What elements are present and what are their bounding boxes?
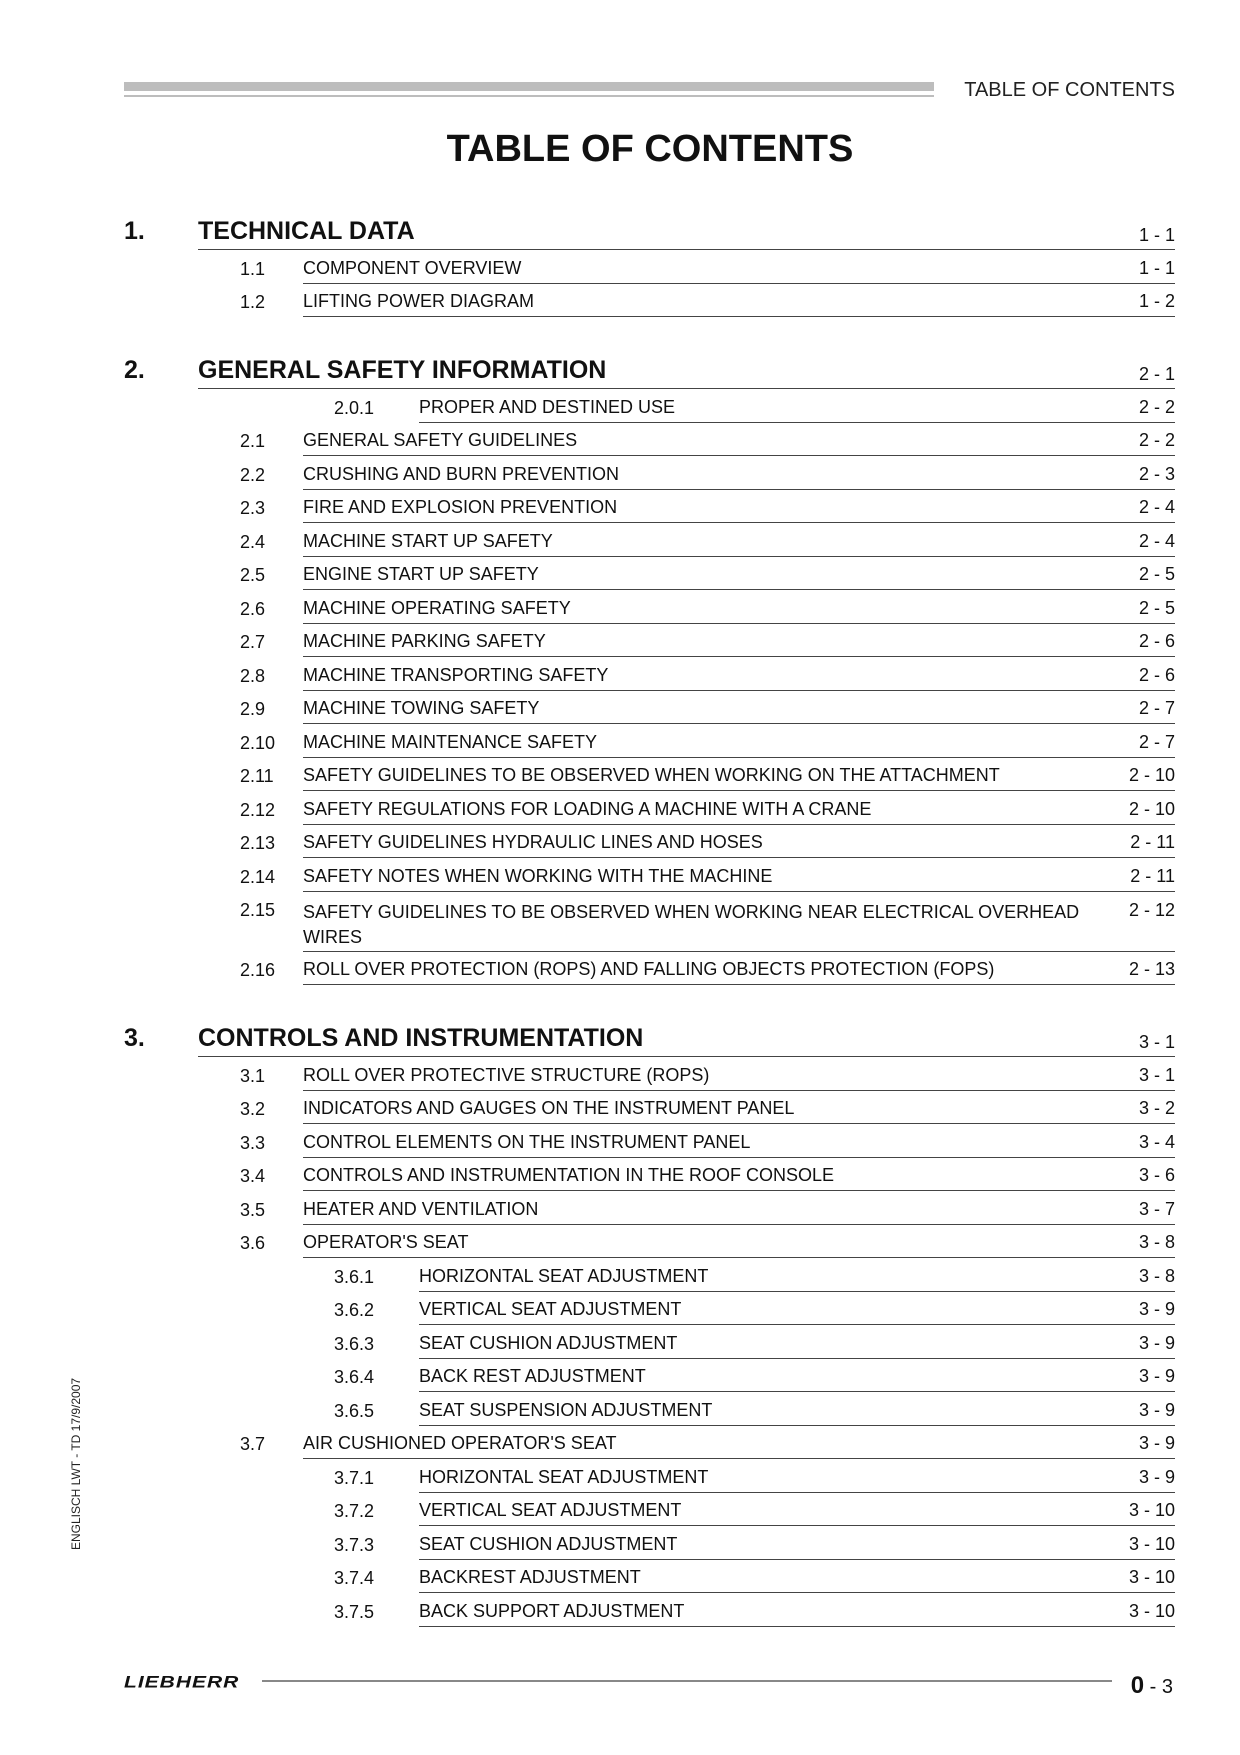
entry-rule bbox=[303, 724, 1175, 758]
liebherr-logo: LIEBHERR bbox=[124, 1673, 240, 1692]
section-number: 3. bbox=[124, 1024, 145, 1052]
entry-title: MACHINE TOWING SAFETY bbox=[303, 698, 540, 718]
entry-rule bbox=[303, 791, 1175, 825]
toc-entry[interactable] bbox=[124, 1225, 1175, 1259]
entry-page: 3 - 9 bbox=[1138, 1299, 1175, 1319]
entry-page: 3 - 10 bbox=[1128, 1567, 1175, 1587]
document-code: ENGLISCH LWT - TD 17/9/2007 bbox=[69, 1377, 83, 1550]
section-title-rule bbox=[198, 1018, 1175, 1057]
entry-rule bbox=[419, 1459, 1175, 1493]
toc-entry[interactable] bbox=[124, 758, 1175, 792]
section-page: 1 - 1 bbox=[1138, 225, 1175, 245]
entry-number: 2.13 bbox=[240, 833, 276, 853]
entry-rule bbox=[303, 1158, 1175, 1192]
toc-entry[interactable] bbox=[124, 284, 1175, 318]
running-header: TABLE OF CONTENTS bbox=[964, 79, 1175, 101]
entry-number: 2.3 bbox=[240, 498, 266, 518]
entry-title: LIFTING POWER DIAGRAM bbox=[303, 291, 535, 311]
entry-number: 1.2 bbox=[240, 292, 266, 312]
toc-entry[interactable] bbox=[124, 590, 1175, 624]
entry-number: 2.8 bbox=[240, 665, 266, 686]
entry-title: AIR CUSHIONED OPERATOR'S SEAT bbox=[303, 1433, 617, 1453]
entry-rule bbox=[303, 1426, 1175, 1460]
toc-entry[interactable] bbox=[124, 1359, 1175, 1393]
entry-rule bbox=[303, 456, 1175, 490]
entry-number: 3.4 bbox=[240, 1166, 266, 1186]
section-number: 2. bbox=[124, 356, 145, 384]
entry-title: BACK REST ADJUSTMENT bbox=[419, 1366, 646, 1386]
entry-page: 2 - 12 bbox=[1128, 899, 1175, 920]
entry-title: CONTROL ELEMENTS ON THE INSTRUMENT PANEL bbox=[303, 1131, 751, 1152]
entry-number: 3.3 bbox=[240, 1132, 266, 1153]
entry-page: 3 - 10 bbox=[1128, 1533, 1175, 1554]
entry-page: 2 - 4 bbox=[1138, 530, 1175, 551]
entry-page: 2 - 7 bbox=[1138, 698, 1175, 718]
toc-entry[interactable] bbox=[124, 1091, 1175, 1125]
entry-page: 3 - 8 bbox=[1138, 1232, 1175, 1252]
entry-page: 3 - 10 bbox=[1128, 1500, 1175, 1520]
entry-number: 3.7.1 bbox=[334, 1467, 375, 1488]
entry-number: 2.0.1 bbox=[334, 397, 375, 418]
toc-entry[interactable] bbox=[124, 1560, 1175, 1594]
toc-entry[interactable] bbox=[124, 691, 1175, 725]
entry-title: HORIZONTAL SEAT ADJUSTMENT bbox=[419, 1466, 709, 1487]
entry-rule bbox=[303, 624, 1175, 658]
entry-title: ENGINE START UP SAFETY bbox=[303, 564, 539, 584]
entry-rule bbox=[419, 1359, 1175, 1393]
entry-rule bbox=[303, 657, 1175, 691]
entry-page: 2 - 2 bbox=[1138, 430, 1175, 450]
entry-rule bbox=[303, 758, 1175, 792]
entry-rule bbox=[303, 1225, 1175, 1259]
entry-title: MACHINE TRANSPORTING SAFETY bbox=[303, 664, 609, 685]
entry-rule bbox=[419, 1258, 1175, 1292]
entry-page: 3 - 6 bbox=[1138, 1165, 1175, 1185]
entry-title: VERTICAL SEAT ADJUSTMENT bbox=[419, 1299, 682, 1319]
page-separator: - bbox=[1144, 1676, 1162, 1698]
entry-rule bbox=[419, 1593, 1175, 1627]
toc-entry[interactable] bbox=[124, 657, 1175, 691]
toc-entry[interactable] bbox=[124, 1057, 1175, 1091]
entry-title: GENERAL SAFETY GUIDELINES bbox=[303, 430, 578, 450]
entry-number: 3.7.3 bbox=[334, 1534, 375, 1555]
toc-entry[interactable] bbox=[124, 1325, 1175, 1359]
entry-title: OPERATOR'S SEAT bbox=[303, 1232, 469, 1252]
entry-rule bbox=[303, 1091, 1175, 1125]
toc-entry[interactable] bbox=[124, 858, 1175, 892]
toc-section-heading[interactable] bbox=[124, 351, 1175, 389]
entry-number: 2.16 bbox=[240, 960, 276, 980]
entry-rule bbox=[303, 1057, 1175, 1091]
entry-page: 3 - 9 bbox=[1138, 1433, 1175, 1453]
entry-title: SEAT CUSHION ADJUSTMENT bbox=[419, 1332, 678, 1353]
entry-page: 2 - 7 bbox=[1138, 731, 1175, 752]
entry-title: SAFETY REGULATIONS FOR LOADING A MACHINE WITH A CRANE bbox=[303, 798, 872, 819]
entry-title: ROLL OVER PROTECTIVE STRUCTURE (ROPS) bbox=[303, 1064, 710, 1085]
section-title-rule bbox=[198, 211, 1175, 250]
entry-number: 2.12 bbox=[240, 799, 276, 820]
entry-title: PROPER AND DESTINED USE bbox=[419, 396, 676, 417]
entry-title: ROLL OVER PROTECTION (ROPS) AND FALLING OBJECTS PROTECTION (FOPS) bbox=[303, 959, 995, 979]
entry-rule bbox=[303, 423, 1175, 457]
toc-entry[interactable] bbox=[124, 724, 1175, 758]
entry-page: 2 - 13 bbox=[1128, 959, 1175, 979]
entry-number: 3.6.2 bbox=[334, 1300, 375, 1320]
entry-rule bbox=[303, 490, 1175, 524]
entry-number: 3.6.3 bbox=[334, 1333, 375, 1354]
toc-entry[interactable] bbox=[124, 1292, 1175, 1326]
entry-rule bbox=[419, 389, 1175, 423]
entry-page: 3 - 2 bbox=[1138, 1098, 1175, 1118]
entry-title: CRUSHING AND BURN PREVENTION bbox=[303, 463, 620, 484]
entry-number: 3.7.5 bbox=[334, 1601, 375, 1622]
toc-entry[interactable] bbox=[124, 423, 1175, 457]
entry-title: COMPONENT OVERVIEW bbox=[303, 257, 522, 278]
toc-entry[interactable] bbox=[124, 1392, 1175, 1426]
entry-page: 1 - 2 bbox=[1138, 291, 1175, 311]
entry-rule bbox=[303, 284, 1175, 318]
entry-number: 3.6 bbox=[240, 1233, 266, 1253]
entry-rule bbox=[419, 1392, 1175, 1426]
entry-rule bbox=[303, 691, 1175, 725]
entry-page: 3 - 4 bbox=[1138, 1131, 1175, 1152]
toc-entry[interactable] bbox=[124, 557, 1175, 591]
entry-page: 3 - 8 bbox=[1138, 1265, 1175, 1286]
entry-title: SAFETY GUIDELINES HYDRAULIC LINES AND HOSES bbox=[303, 832, 763, 852]
entry-rule bbox=[303, 1124, 1175, 1158]
toc-entry[interactable] bbox=[124, 952, 1175, 986]
entry-rule bbox=[419, 1493, 1175, 1527]
entry-number: 2.5 bbox=[240, 565, 266, 585]
entry-title: MACHINE START UP SAFETY bbox=[303, 530, 553, 551]
toc-section bbox=[124, 212, 1175, 317]
entry-page: 3 - 10 bbox=[1128, 1600, 1175, 1621]
entry-title: SAFETY GUIDELINES TO BE OBSERVED WHEN WORKING NEAR ELECTRICAL OVERHEAD WIRES bbox=[303, 901, 1080, 947]
toc-entry[interactable] bbox=[124, 1459, 1175, 1493]
entry-page: 2 - 11 bbox=[1130, 865, 1175, 886]
toc-entry[interactable] bbox=[124, 1258, 1175, 1292]
entry-rule bbox=[419, 1526, 1175, 1560]
entry-number: 1.1 bbox=[240, 258, 266, 279]
entry-number: 2.10 bbox=[240, 732, 276, 753]
toc-entry[interactable] bbox=[124, 1493, 1175, 1527]
entry-page: 2 - 10 bbox=[1128, 798, 1175, 819]
entry-rule bbox=[303, 825, 1175, 859]
entry-title: HEATER AND VENTILATION bbox=[303, 1198, 539, 1219]
entry-title: SEAT SUSPENSION ADJUSTMENT bbox=[419, 1399, 713, 1420]
entry-page: 2 - 3 bbox=[1138, 463, 1175, 484]
page-index: 3 bbox=[1161, 1676, 1173, 1698]
section-title: TECHNICAL DATA bbox=[198, 217, 415, 245]
header-rule bbox=[124, 82, 934, 98]
entry-number: 3.5 bbox=[240, 1199, 266, 1220]
entry-number: 3.7.4 bbox=[334, 1568, 375, 1588]
entry-title: BACKREST ADJUSTMENT bbox=[419, 1567, 641, 1587]
entry-rule bbox=[419, 1292, 1175, 1326]
toc-entry[interactable] bbox=[124, 490, 1175, 524]
entry-page: 2 - 10 bbox=[1128, 765, 1175, 785]
entry-number: 3.2 bbox=[240, 1099, 266, 1119]
toc-entry[interactable] bbox=[124, 624, 1175, 658]
entry-page: 3 - 9 bbox=[1138, 1466, 1175, 1487]
entry-title: BACK SUPPORT ADJUSTMENT bbox=[419, 1600, 685, 1621]
toc-entry[interactable] bbox=[124, 456, 1175, 490]
entry-title: HORIZONTAL SEAT ADJUSTMENT bbox=[419, 1265, 709, 1286]
entry-rule bbox=[419, 1560, 1175, 1594]
entry-page: 2 - 6 bbox=[1138, 664, 1175, 685]
entry-number: 2.6 bbox=[240, 598, 266, 619]
chapter-number: 0 bbox=[1130, 1672, 1145, 1699]
entry-page: 3 - 1 bbox=[1138, 1064, 1175, 1085]
entry-number: 2.2 bbox=[240, 464, 266, 485]
entry-rule bbox=[303, 892, 1175, 952]
toc-section-heading[interactable] bbox=[124, 212, 1175, 250]
section-page: 3 - 1 bbox=[1138, 1032, 1175, 1052]
entry-number: 2.14 bbox=[240, 866, 276, 887]
entry-number: 2.11 bbox=[240, 766, 274, 786]
entry-title: SAFETY GUIDELINES TO BE OBSERVED WHEN WORKING ON THE ATTACHMENT bbox=[303, 765, 1000, 785]
entry-page: 3 - 9 bbox=[1138, 1332, 1175, 1353]
entry-title: FIRE AND EXPLOSION PREVENTION bbox=[303, 497, 618, 517]
section-title: GENERAL SAFETY INFORMATION bbox=[198, 356, 607, 384]
entry-number: 3.7 bbox=[240, 1434, 266, 1454]
entry-number: 2.1 bbox=[240, 431, 266, 451]
entry-title: INDICATORS AND GAUGES ON THE INSTRUMENT PANEL bbox=[303, 1098, 795, 1118]
toc-entry[interactable] bbox=[124, 1191, 1175, 1225]
entry-page: 2 - 5 bbox=[1138, 597, 1175, 618]
toc-entry[interactable] bbox=[124, 1426, 1175, 1460]
toc-section-heading[interactable] bbox=[124, 1019, 1175, 1057]
entry-number: 2.4 bbox=[240, 531, 266, 552]
toc-entry[interactable] bbox=[124, 1158, 1175, 1192]
entry-rule bbox=[419, 1325, 1175, 1359]
entry-rule bbox=[303, 858, 1175, 892]
entry-page: 3 - 9 bbox=[1138, 1399, 1175, 1420]
entry-title: MACHINE MAINTENANCE SAFETY bbox=[303, 731, 598, 752]
section-page: 2 - 1 bbox=[1138, 364, 1175, 384]
entry-title: MACHINE OPERATING SAFETY bbox=[303, 597, 571, 618]
entry-page: 2 - 2 bbox=[1138, 396, 1175, 417]
entry-title: VERTICAL SEAT ADJUSTMENT bbox=[419, 1500, 682, 1520]
entry-page: 2 - 5 bbox=[1138, 564, 1175, 584]
entry-number: 3.6.5 bbox=[334, 1400, 375, 1421]
entry-title: CONTROLS AND INSTRUMENTATION IN THE ROOF CONSOLE bbox=[303, 1165, 835, 1185]
section-number: 1. bbox=[124, 217, 145, 245]
toc-entry[interactable] bbox=[124, 825, 1175, 859]
entry-page: 2 - 6 bbox=[1138, 631, 1175, 651]
entry-number: 2.15 bbox=[240, 899, 276, 920]
toc-entry[interactable] bbox=[124, 1593, 1175, 1627]
entry-page: 2 - 11 bbox=[1130, 832, 1175, 852]
entry-rule bbox=[303, 590, 1175, 624]
entry-rule bbox=[303, 557, 1175, 591]
entry-title: SEAT CUSHION ADJUSTMENT bbox=[419, 1533, 678, 1554]
toc-entry[interactable] bbox=[124, 791, 1175, 825]
entry-rule bbox=[303, 250, 1175, 284]
entry-rule bbox=[303, 1191, 1175, 1225]
toc-section bbox=[124, 1019, 1175, 1627]
section-title-rule bbox=[198, 350, 1175, 389]
toc-section bbox=[124, 351, 1175, 985]
section-title: CONTROLS AND INSTRUMENTATION bbox=[198, 1024, 644, 1052]
toc-entry[interactable] bbox=[124, 892, 1175, 952]
toc-entry[interactable] bbox=[124, 1526, 1175, 1560]
entry-number: 3.1 bbox=[240, 1065, 266, 1086]
toc-entry[interactable] bbox=[124, 250, 1175, 284]
entry-page: 3 - 7 bbox=[1138, 1198, 1175, 1219]
entry-page: 2 - 4 bbox=[1138, 497, 1175, 517]
toc-entry[interactable] bbox=[124, 523, 1175, 557]
page-title: TABLE OF CONTENTS bbox=[446, 128, 854, 170]
entry-rule bbox=[303, 952, 1175, 986]
entry-number: 3.6.4 bbox=[334, 1367, 375, 1387]
toc-entry[interactable] bbox=[124, 1124, 1175, 1158]
entry-title: MACHINE PARKING SAFETY bbox=[303, 631, 546, 651]
entry-number: 3.7.2 bbox=[334, 1501, 375, 1521]
entry-rule bbox=[303, 523, 1175, 557]
footer-rule bbox=[262, 1680, 1112, 1682]
entry-number: 3.6.1 bbox=[334, 1266, 375, 1287]
toc-entry[interactable] bbox=[124, 389, 1175, 423]
page-number bbox=[1131, 1672, 1173, 1700]
table-of-contents bbox=[124, 212, 1175, 1627]
entry-page: 1 - 1 bbox=[1138, 257, 1175, 278]
entry-page: 3 - 9 bbox=[1138, 1366, 1175, 1386]
entry-number: 2.9 bbox=[240, 699, 266, 719]
entry-title: SAFETY NOTES WHEN WORKING WITH THE MACHINE bbox=[303, 865, 773, 886]
entry-number: 2.7 bbox=[240, 632, 266, 652]
